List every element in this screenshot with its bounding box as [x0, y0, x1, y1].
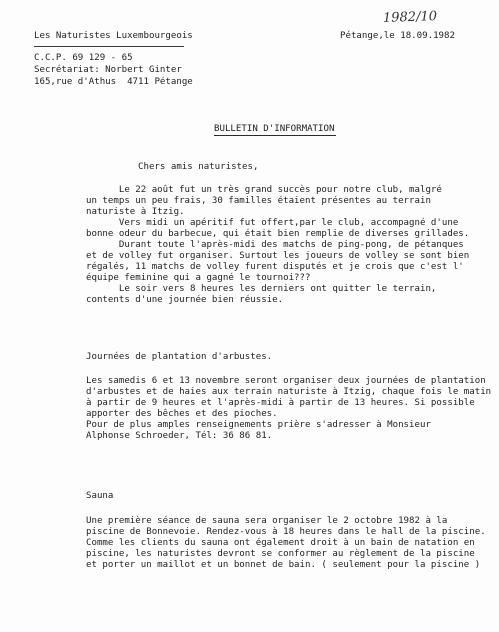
body-line: piscine de Bonnevoie. Rendez-vous à 18 heures dans le hall de la piscine. — [86, 527, 486, 537]
body-line: bonne odeur du barbecue, qui était bien remplie de diverses grillades. — [86, 229, 470, 239]
body-line: régalés, 11 matchs de volley furent disputés et je crois que c'est l' — [86, 262, 464, 272]
title-underline — [214, 135, 336, 136]
body-line: Une première séance de sauna sera organiser le 2 octobre 1982 à la — [86, 516, 448, 526]
document-title: BULLETIN D'INFORMATION — [214, 124, 335, 134]
body-line: contents d'une journée bien réussie. — [86, 295, 284, 305]
body-line: Pour de plus amples renseignements prière s'adresser à Monsieur — [86, 420, 431, 430]
secretariat: Secrétariat: Norbert Ginter — [34, 65, 182, 75]
body-line: Durant toute l'après-midi des matchs de ping-pong, de pétanques — [86, 240, 464, 250]
body-line: Le soir vers 8 heures les derniers ont quitter le terrain, — [86, 284, 437, 294]
body-line: Alphonse Schroeder, Tél: 36 86 81. — [86, 431, 273, 441]
body-line: et de volley fut organiser. Surtout les joueurs de volley se sont bien — [86, 251, 470, 261]
greeting: Chers amis naturistes, — [138, 162, 259, 172]
place-date: Pétange,le 18.09.1982 — [340, 31, 455, 41]
body-line: et porter un maillot et un bonnet de bain. ( seulement pour la piscine ) — [86, 560, 481, 570]
body-line: apporter des bêches et des pioches. — [86, 409, 278, 419]
body-line: Le 22 août fut un très grand succès pour notre club, malgré — [86, 185, 442, 195]
org-name: Les Naturistes Luxembourgeois — [34, 31, 193, 41]
body-line: Vers midi un apéritif fut offert,par le club, accompagné d'une — [86, 218, 459, 228]
ccp-number: C.C.P. 69 129 - 65 — [34, 53, 133, 63]
header-rule — [34, 46, 184, 47]
body-line: piscine, les naturistes devront se conformer au règlement de la piscine — [86, 549, 475, 559]
section-heading-sauna: Sauna — [86, 491, 114, 501]
body-line: à partir de 9 heures et l'après-midi à partir de 13 heures. Si possible — [86, 398, 475, 408]
body-line: un temps un peu frais, 30 familles étaient présentes au terrain — [86, 196, 431, 206]
address: 165,rue d'Athus 4711 Pétange — [34, 77, 193, 87]
body-line: Les samedis 6 et 13 novembre seront organiser deux journées de plantation — [86, 376, 486, 386]
body-line: Comme les clients du sauna ont également droit à un bain de natation en — [86, 538, 475, 548]
body-line: d'arbustes et de haies aux terrain naturiste à Itzig, chaque fois le matin — [86, 387, 492, 397]
section-heading-plantation: Journées de plantation d'arbustes. — [86, 352, 273, 362]
body-line: équipe feminine qui a gagné le tournoi??? — [86, 273, 311, 283]
handwritten-reference: 1982/10 — [382, 9, 438, 26]
body-line: naturiste à Itzig. — [86, 207, 185, 217]
